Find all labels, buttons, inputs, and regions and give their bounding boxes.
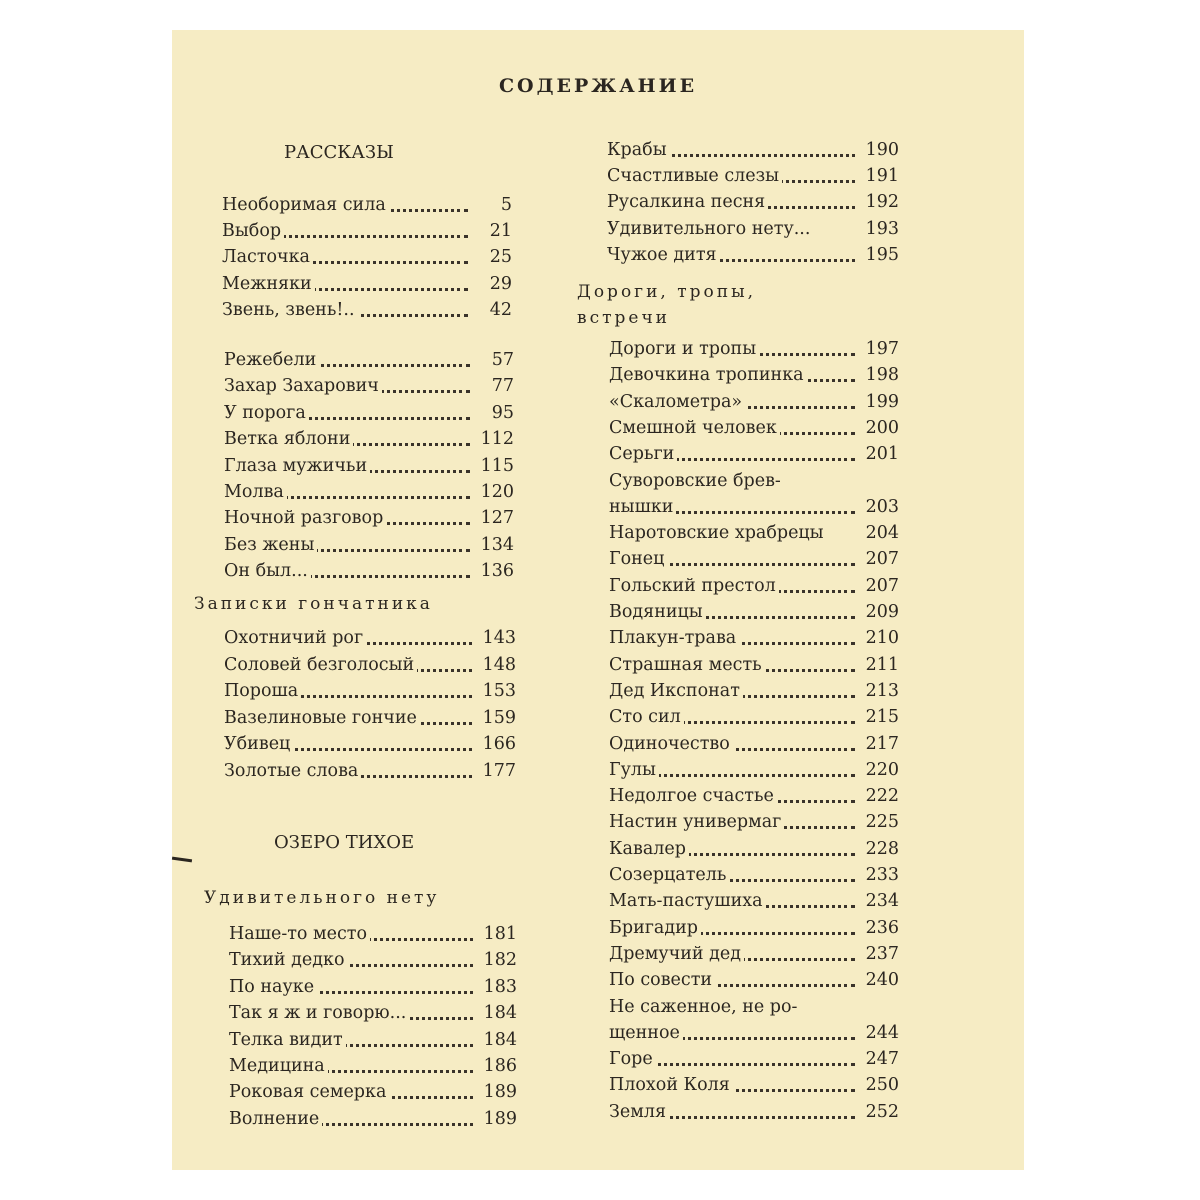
entry-page-number: 203	[859, 495, 899, 519]
entry-title: Золотые слова	[224, 761, 361, 781]
entry-page-number: 95	[474, 401, 514, 425]
entry-title: Наше-то место	[229, 924, 370, 944]
section-heading: РАССКАЗЫ	[284, 142, 394, 163]
entry-title: щенное	[609, 1023, 683, 1043]
entry-title: Созерцатель	[609, 865, 729, 885]
entry-title: Крабы	[607, 140, 670, 160]
entry-page-number: 159	[476, 706, 516, 730]
entry-page-number: 197	[859, 337, 899, 361]
toc-entry	[609, 995, 899, 1019]
entry-page-number: 134	[474, 533, 514, 557]
toc-entry	[224, 401, 514, 425]
entry-page-number: 195	[859, 243, 899, 267]
toc-entry	[609, 574, 899, 598]
entry-title: Смешной человек	[609, 418, 780, 438]
entry-title: По совести	[609, 970, 715, 990]
toc-entry	[609, 653, 899, 677]
entry-page-number: 215	[859, 705, 899, 729]
toc-entry	[224, 759, 516, 783]
entry-page-number: 234	[859, 889, 899, 913]
entry-page-number: 120	[474, 480, 514, 504]
entry-page-number: 193	[859, 217, 899, 241]
entry-title: Горе	[609, 1049, 656, 1069]
entry-page-number: 220	[859, 758, 899, 782]
entry-title: Соловей безголосый	[224, 655, 417, 675]
entry-title: Суворовские брев-	[609, 471, 784, 491]
toc-entry	[609, 442, 899, 466]
entry-title: Девочкина тропинка	[609, 365, 807, 385]
entry-page-number: 181	[477, 922, 517, 946]
entry-title: Гулы	[609, 760, 659, 780]
entry-page-number: 148	[476, 653, 516, 677]
toc-entry	[609, 1047, 899, 1071]
toc-entry	[607, 190, 899, 214]
toc-entry	[224, 348, 514, 372]
entry-title: Бригадир	[609, 918, 701, 938]
entry-page-number: 184	[477, 1001, 517, 1025]
entry-title: Плохой Коля	[609, 1075, 733, 1095]
entry-page-number: 237	[859, 942, 899, 966]
entry-page-number: 240	[859, 968, 899, 992]
entry-page-number: 183	[477, 975, 517, 999]
entry-page-number: 191	[859, 164, 899, 188]
entry-title: Русалкина песня	[607, 192, 768, 212]
toc-entry	[609, 732, 899, 756]
entry-title: Глаза мужичьи	[224, 456, 370, 476]
entry-page-number: 189	[477, 1107, 517, 1131]
entry-title: Вазелиновые гончие	[224, 708, 420, 728]
entry-title: Режебели	[224, 350, 319, 370]
entry-title: Охотничий рог	[224, 628, 366, 648]
toc-entry	[229, 975, 517, 999]
toc-entry	[222, 219, 512, 243]
entry-page-number: 77	[474, 374, 514, 398]
entry-title: Выбор	[222, 221, 284, 241]
entry-page-number: 210	[859, 626, 899, 650]
entry-title: Роковая семерка	[229, 1082, 389, 1102]
toc-entry	[224, 427, 514, 451]
entry-page-number: 211	[859, 653, 899, 677]
entry-title: Ветка яблони	[224, 429, 353, 449]
entry-page-number: 207	[859, 547, 899, 571]
subsection-heading: Удивительного нету	[204, 888, 440, 908]
entry-title: Дороги и тропы	[609, 339, 759, 359]
entry-page-number: 204	[859, 521, 899, 545]
entry-title: У порога	[224, 403, 309, 423]
entry-page-number: 252	[859, 1100, 899, 1124]
subsection-heading: Записки гончатника	[194, 594, 433, 614]
page-title: СОДЕРЖАНИЕ	[498, 75, 698, 97]
entry-page-number: 189	[477, 1080, 517, 1104]
toc-entry	[229, 1028, 517, 1052]
entry-page-number: 186	[477, 1054, 517, 1078]
toc-entry	[609, 810, 899, 834]
toc-entry	[229, 1001, 517, 1025]
subsection-heading: Дороги, тропы,	[577, 282, 757, 302]
toc-entry	[609, 1100, 899, 1124]
toc-entry	[609, 521, 899, 545]
entry-page-number: 127	[474, 506, 514, 530]
entry-title: Недолгое счастье	[609, 786, 777, 806]
entry-page-number: 177	[476, 759, 516, 783]
entry-title: Страшная месть	[609, 655, 765, 675]
entry-page-number: 112	[474, 427, 514, 451]
entry-title: Мать-пастушиха	[609, 891, 766, 911]
toc-entry	[609, 968, 899, 992]
entry-title: Земля	[609, 1102, 669, 1122]
toc-entry	[609, 758, 899, 782]
toc-entry	[607, 217, 899, 241]
entry-page-number: 222	[859, 784, 899, 808]
entry-page-number: 29	[472, 272, 512, 296]
toc-entry	[224, 653, 516, 677]
ink-mark	[172, 857, 192, 863]
toc-entry	[229, 1107, 517, 1131]
entry-title: «Скалометра»	[609, 392, 745, 412]
entry-page-number: 192	[859, 190, 899, 214]
entry-title: нышки	[609, 497, 676, 517]
entry-title: Захар Захарович	[224, 376, 382, 396]
entry-page-number: 247	[859, 1047, 899, 1071]
toc-entry	[229, 922, 517, 946]
entry-title: Настин универмаг	[609, 812, 784, 832]
entry-title: Чужое дитя	[607, 245, 720, 265]
toc-entry	[609, 1021, 899, 1045]
toc-entry	[609, 363, 899, 387]
entry-title: По науке	[229, 977, 317, 997]
entry-page-number: 209	[859, 600, 899, 624]
toc-entry	[609, 863, 899, 887]
entry-page-number: 166	[476, 732, 516, 756]
entry-page-number: 250	[859, 1073, 899, 1097]
section-heading: ОЗЕРО ТИХОЕ	[274, 832, 415, 853]
toc-entry	[224, 626, 516, 650]
toc-entry	[609, 1073, 899, 1097]
toc-entry	[224, 374, 514, 398]
entry-title: Гольский престол	[609, 576, 779, 596]
entry-page-number: 42	[472, 298, 512, 322]
entry-title: Убивец	[224, 734, 293, 754]
entry-title: Ласточка	[222, 247, 313, 267]
entry-page-number: 198	[859, 363, 899, 387]
entry-page-number: 153	[476, 679, 516, 703]
toc-entry	[609, 837, 899, 861]
entry-page-number: 143	[476, 626, 516, 650]
toc-entry	[609, 626, 899, 650]
entry-page-number: 233	[859, 863, 899, 887]
toc-entry	[607, 164, 899, 188]
entry-page-number: 228	[859, 837, 899, 861]
toc-entry	[229, 1054, 517, 1078]
entry-title: Кавалер	[609, 839, 689, 859]
toc-entry	[609, 416, 899, 440]
entry-title: Он был...	[224, 561, 311, 581]
entry-title: Звень, звень!..	[222, 300, 358, 320]
entry-page-number: 207	[859, 574, 899, 598]
entry-title: Волнение	[229, 1109, 322, 1129]
entry-title: Межняки	[222, 274, 315, 294]
toc-entry	[229, 1080, 517, 1104]
entry-page-number: 5	[472, 193, 512, 217]
entry-page-number: 136	[474, 559, 514, 583]
entry-page-number: 115	[474, 454, 514, 478]
toc-entry	[224, 679, 516, 703]
entry-title: Медицина	[229, 1056, 328, 1076]
entry-title: Наротовские храбрецы	[609, 523, 827, 543]
entry-page-number: 236	[859, 916, 899, 940]
toc-entry	[224, 454, 514, 478]
toc-entry	[609, 784, 899, 808]
entry-page-number: 225	[859, 810, 899, 834]
toc-entry	[224, 533, 514, 557]
entry-page-number: 217	[859, 732, 899, 756]
entry-title: Счастливые слезы	[607, 166, 782, 186]
entry-title: Телка видит	[229, 1030, 346, 1050]
toc-entry	[609, 390, 899, 414]
book-page	[172, 30, 1024, 1170]
entry-title: Серьги	[609, 444, 677, 464]
entry-title: Удивительного нету...	[607, 219, 813, 239]
toc-entry	[224, 559, 514, 583]
toc-entry	[609, 337, 899, 361]
entry-page-number: 25	[472, 245, 512, 269]
toc-entry	[224, 480, 514, 504]
toc-entry	[222, 272, 512, 296]
toc-entry	[609, 547, 899, 571]
entry-title: Тихий дедко	[229, 950, 347, 970]
entry-title: Необоримая сила	[222, 195, 389, 215]
toc-entry	[222, 298, 512, 322]
toc-entry	[609, 679, 899, 703]
entry-title: Ночной разговор	[224, 508, 386, 528]
toc-entry	[609, 889, 899, 913]
entry-page-number: 201	[859, 442, 899, 466]
entry-title: Сто сил	[609, 707, 684, 727]
entry-page-number: 244	[859, 1021, 899, 1045]
entry-page-number: 184	[477, 1028, 517, 1052]
entry-title: Так я ж и говорю...	[229, 1003, 409, 1023]
toc-entry	[609, 495, 899, 519]
entry-title: Без жены	[224, 535, 317, 555]
toc-entry	[224, 732, 516, 756]
toc-entry	[224, 706, 516, 730]
entry-title: Одиночество	[609, 734, 733, 754]
toc-entry	[609, 705, 899, 729]
toc-entry	[609, 916, 899, 940]
entry-title: Пороша	[224, 681, 301, 701]
entry-page-number: 213	[859, 679, 899, 703]
entry-title: Дремучий дед	[609, 944, 744, 964]
toc-entry	[229, 948, 517, 972]
entry-page-number: 182	[477, 948, 517, 972]
entry-title: Не саженное, не ро-	[609, 997, 800, 1017]
subsection-heading: встречи	[577, 308, 671, 328]
toc-entry	[607, 243, 899, 267]
entry-page-number: 57	[474, 348, 514, 372]
toc-entry	[224, 506, 514, 530]
toc-entry	[222, 245, 512, 269]
entry-page-number: 199	[859, 390, 899, 414]
entry-title: Дед Икспонат	[609, 681, 743, 701]
toc-entry	[609, 942, 899, 966]
entry-page-number: 200	[859, 416, 899, 440]
entry-title: Плакун-трава	[609, 628, 739, 648]
entry-title: Водяницы	[609, 602, 706, 622]
toc-entry	[609, 600, 899, 624]
entry-title: Молва	[224, 482, 287, 502]
toc-entry	[609, 469, 899, 493]
toc-entry	[607, 138, 899, 162]
toc-entry	[222, 193, 512, 217]
entry-title: Гонец	[609, 549, 667, 569]
entry-page-number: 21	[472, 219, 512, 243]
entry-page-number: 190	[859, 138, 899, 162]
